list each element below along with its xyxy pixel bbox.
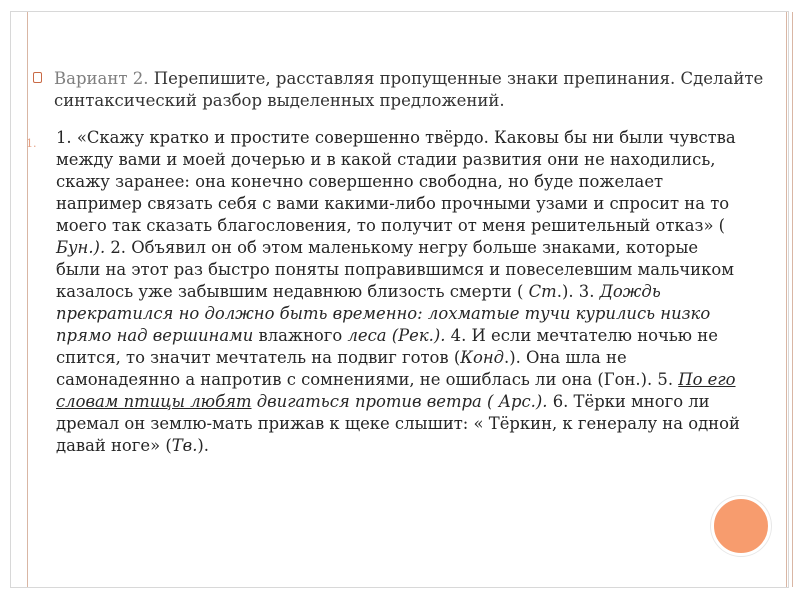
variant-label: Вариант 2. [54, 69, 149, 88]
sentence-2-end: .). 3. [556, 282, 600, 301]
sentence-1: 1. «Скажу кратко и простите совершенно твёрдо. Каковы бы ни были чувства между вами и моей дочерью и в какой стадии развития они не находились, скажу заранее: она конечно совершенно свободна, но буде пожелает например связать себя с вами какими-либо прочными узами и спросит на то моего так сказать благословения, то получит от меня решительный отказ» ( [56, 128, 736, 235]
sentence-5-italic: двигаться против ветра ( Арс.). [251, 392, 548, 411]
sentence-1-source: Бун.). [56, 238, 106, 257]
assignment-heading [54, 68, 764, 112]
right-accent-line-inner [786, 12, 787, 587]
exercise-paragraph [56, 127, 746, 457]
sentence-4-end: .). Она шла не самонадеянно а напротив с сомнениями, не ошиблась ли она (Гон.). 5. [56, 348, 679, 389]
sentence-2-source: Ст [528, 282, 557, 301]
sentence-4: 4. И если мечтателю ночью не спится, то значит мечтатель на подвиг готов ( [56, 326, 718, 367]
sentence-3-italic-end: леса (Рек.). [347, 326, 446, 345]
square-outline-icon [33, 72, 42, 83]
sentence-3-italic: Дождь прекратился но должно быть временно: лохматые тучи курились низко прямо над вершинами [56, 282, 711, 345]
sentence-6-end: ). [197, 436, 210, 455]
right-accent-line-outer [792, 12, 793, 587]
sentence-4-source: Конд [460, 348, 505, 367]
left-accent-line [27, 12, 28, 587]
sentence-5-underlined: По его словам птицы любят [56, 370, 736, 411]
instruction-text: Перепишите, расставляя пропущенные знаки препинания. Сделайте синтаксический разбор выделенных предложений. [54, 69, 764, 110]
sentence-2: 2. Объявил он об этом маленькому негру больше знаками, которые были на этот раз быстро поняты поправившимся и повеселевшим мальчиком казалось уже забывшим недавнюю близость смерти ( [56, 238, 734, 301]
list-number: 1. [26, 137, 37, 150]
sentence-6: 6. Тёрки много ли дремал он землю-мать прижав к щеке слышит: « Тёркин, к генералу на одной давай ноге» ( [56, 392, 740, 455]
sentence-3-plain: влажного [253, 326, 348, 345]
sentence-6-source: Тв. [171, 436, 198, 455]
orange-circle-decoration [711, 496, 771, 556]
